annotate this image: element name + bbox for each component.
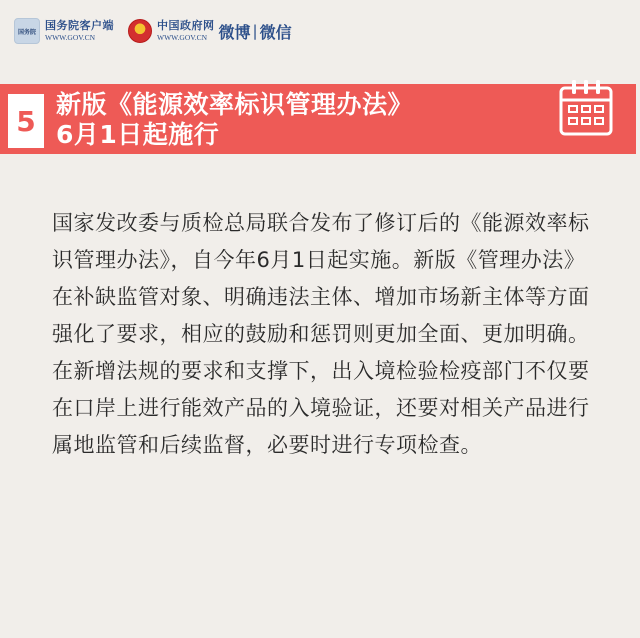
state-council-app-icon: 国务院 [14, 18, 40, 44]
calendar-icon [558, 76, 614, 140]
state-council-logo-name: 国务院客户端 [45, 19, 114, 33]
national-emblem-icon [128, 19, 152, 43]
section-title [56, 90, 413, 150]
article-body [52, 205, 600, 464]
state-council-logo-url: WWW.GOV.CN [45, 33, 95, 43]
section-title-banner [0, 84, 636, 154]
logo-separator: | [252, 22, 258, 40]
section-title-line-2: 6月1日起施行 [56, 120, 220, 149]
gov-cn-logo-name: 中国政府网 [157, 19, 215, 33]
gov-cn-logo[interactable] [128, 19, 292, 43]
section-title-line-1: 新版《能源效率标识管理办法》 [56, 90, 414, 119]
gov-cn-logo-text [157, 20, 215, 42]
wechat-label: 微信 [259, 22, 292, 42]
weibo-label: 微博 [218, 22, 251, 42]
gov-cn-logo-url: WWW.GOV.CN [157, 33, 207, 43]
state-council-logo-text [45, 20, 114, 42]
state-council-client-logo[interactable] [14, 18, 114, 44]
article-paragraph: 国家发改委与质检总局联合发布了修订后的《能源效率标识管理办法》，自今年6月1日起实施。新版《管理办法》在补缺监管对象、明确违法主体、增加市场新主体等方面强化了要求，相应的鼓励和惩罚则更加全面、更加明确。在新增法规的要求和支撑下，出入境检验检疫部门不仅要在口岸上进行能效产品的入境验证，还要对相关产品进行属地监管和后续监督，必要时进行专项检查。 [52, 211, 590, 457]
section-number: 5 [8, 94, 44, 148]
header-logos [14, 14, 306, 48]
